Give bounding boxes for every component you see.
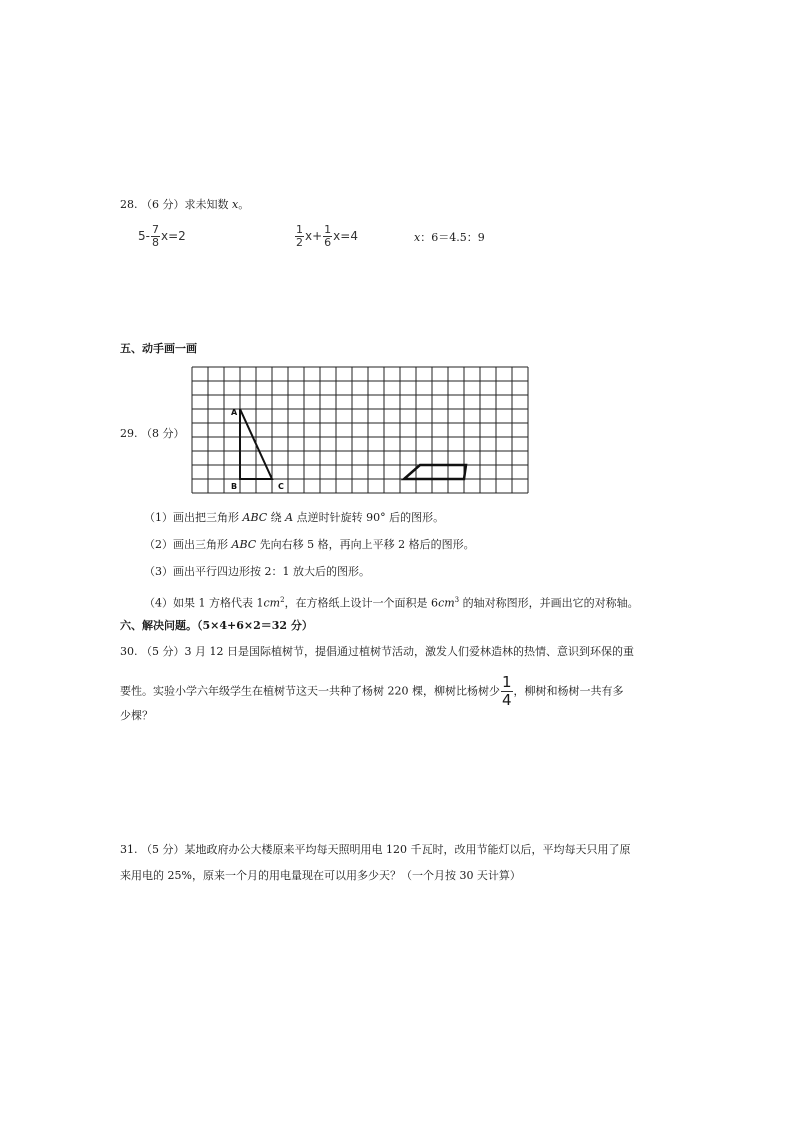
eq2-denominator-1: 2 [296, 236, 303, 249]
q29-item-4-pre: （4）如果 1 方格代表 1 [144, 596, 264, 610]
q29-item-2-pre: （2）画出三角形 [144, 538, 232, 551]
q29-number: 29. [120, 427, 138, 440]
q29-item-1 [144, 511, 444, 525]
q29-item-2 [144, 538, 475, 552]
q28-score: （6 分）求未知数 [141, 198, 229, 211]
q29-item-1-mid: 绕 [267, 511, 286, 524]
q28-header [120, 198, 249, 212]
q30-text-2a: 要性。实验小学六年级学生在植树节这天一共种了杨树 220 棵，柳树比杨树少 [120, 684, 500, 698]
eq2-fraction-2 [323, 224, 332, 249]
eq2-numerator-1: 1 [296, 223, 303, 236]
grid-paper [190, 365, 530, 497]
q30-number: 30. [120, 645, 138, 658]
q29-item-1-abc: ABC [242, 511, 268, 524]
eq3-rest: ：6＝4.5：9 [420, 231, 485, 244]
q31-text-1: （5 分）某地政府办公大楼原来平均每天照明用电 120 千瓦时，改用节能灯以后，平均每天只用了原 [141, 843, 631, 856]
q31-line-1 [120, 843, 630, 857]
q29-item-4-post: 的轴对称图形，并画出它的对称轴。 [459, 596, 639, 610]
q30-fraction [501, 674, 513, 709]
q29-item-4-mid: ，在方格纸上设计一个面积是 6 [284, 596, 439, 610]
eq1-denominator: 8 [151, 236, 159, 249]
q29-item-3: （3）画出平行四边形按 2：1 放大后的图形。 [144, 565, 370, 578]
point-a-label: A [231, 408, 238, 417]
eq1-suffix: x=2 [160, 229, 186, 243]
eq1-prefix: 5- [138, 229, 150, 243]
eq2-denominator-2: 6 [324, 236, 332, 249]
q29-item-1-pre: （1）画出把三角形 [144, 511, 243, 524]
q28-end: 。 [238, 198, 250, 211]
equation-3 [414, 231, 485, 245]
q30-frac-num: 1 [502, 673, 512, 691]
q28-number: 28. [120, 198, 138, 211]
eq2-numerator-2: 1 [324, 223, 332, 236]
eq2-middle: x+ [305, 229, 323, 243]
eq1-numerator: 7 [151, 223, 159, 236]
eq2-fraction-1 [295, 224, 304, 249]
eq1-fraction [151, 224, 160, 249]
point-b-label: B [231, 482, 238, 491]
q29-score: （8 分） [141, 427, 185, 440]
parallelogram [404, 465, 466, 479]
q29-item-4-unit-1: cm [263, 596, 281, 610]
q31-number: 31. [120, 843, 138, 856]
equation-2 [294, 224, 358, 249]
q30-line-2 [120, 674, 624, 709]
q29-item-4-sup-1: 2 [280, 596, 285, 604]
q29-item-2-abc: ABC [231, 538, 257, 551]
section-5-title: 五、动手画一画 [120, 342, 197, 355]
q30-text-2b: ，柳树和杨树一共有多 [513, 684, 624, 698]
section-6-title: 六、解决问题。（5×4+6×2＝32 分） [120, 619, 313, 632]
q30-frac-den: 4 [502, 691, 512, 709]
q29-item-1-point: A [285, 511, 294, 524]
q30-text-1: （5 分）3 月 12 日是国际植树节，提倡通过植树节活动，激发人们爱林造林的热情、意识到环保的重 [141, 645, 634, 658]
eq2-suffix: x=4 [333, 229, 358, 243]
q31-line-2: 来用电的 25%，原来一个月的用电量现在可以用多少天？（一个月按 30 天计算） [120, 869, 521, 882]
eq3-var: x [414, 231, 421, 244]
q28-var: x [232, 198, 239, 211]
equation-1 [138, 224, 186, 249]
q29-item-1-post: 点逆时针旋转 90° 后的图形。 [293, 511, 445, 524]
q29-item-2-post: 先向右移 5 格，再向上平移 2 格后的图形。 [256, 538, 475, 551]
q29-item-4-unit-2: cm [438, 596, 455, 610]
q30-line-1 [120, 645, 634, 659]
q29-item-4-sup-2: 3 [454, 596, 460, 604]
grid-lines [192, 367, 528, 493]
q29-item-4 [144, 593, 639, 611]
q30-line-3: 少棵？ [120, 709, 153, 722]
point-c-label: C [278, 482, 284, 491]
q29-header [120, 427, 185, 441]
